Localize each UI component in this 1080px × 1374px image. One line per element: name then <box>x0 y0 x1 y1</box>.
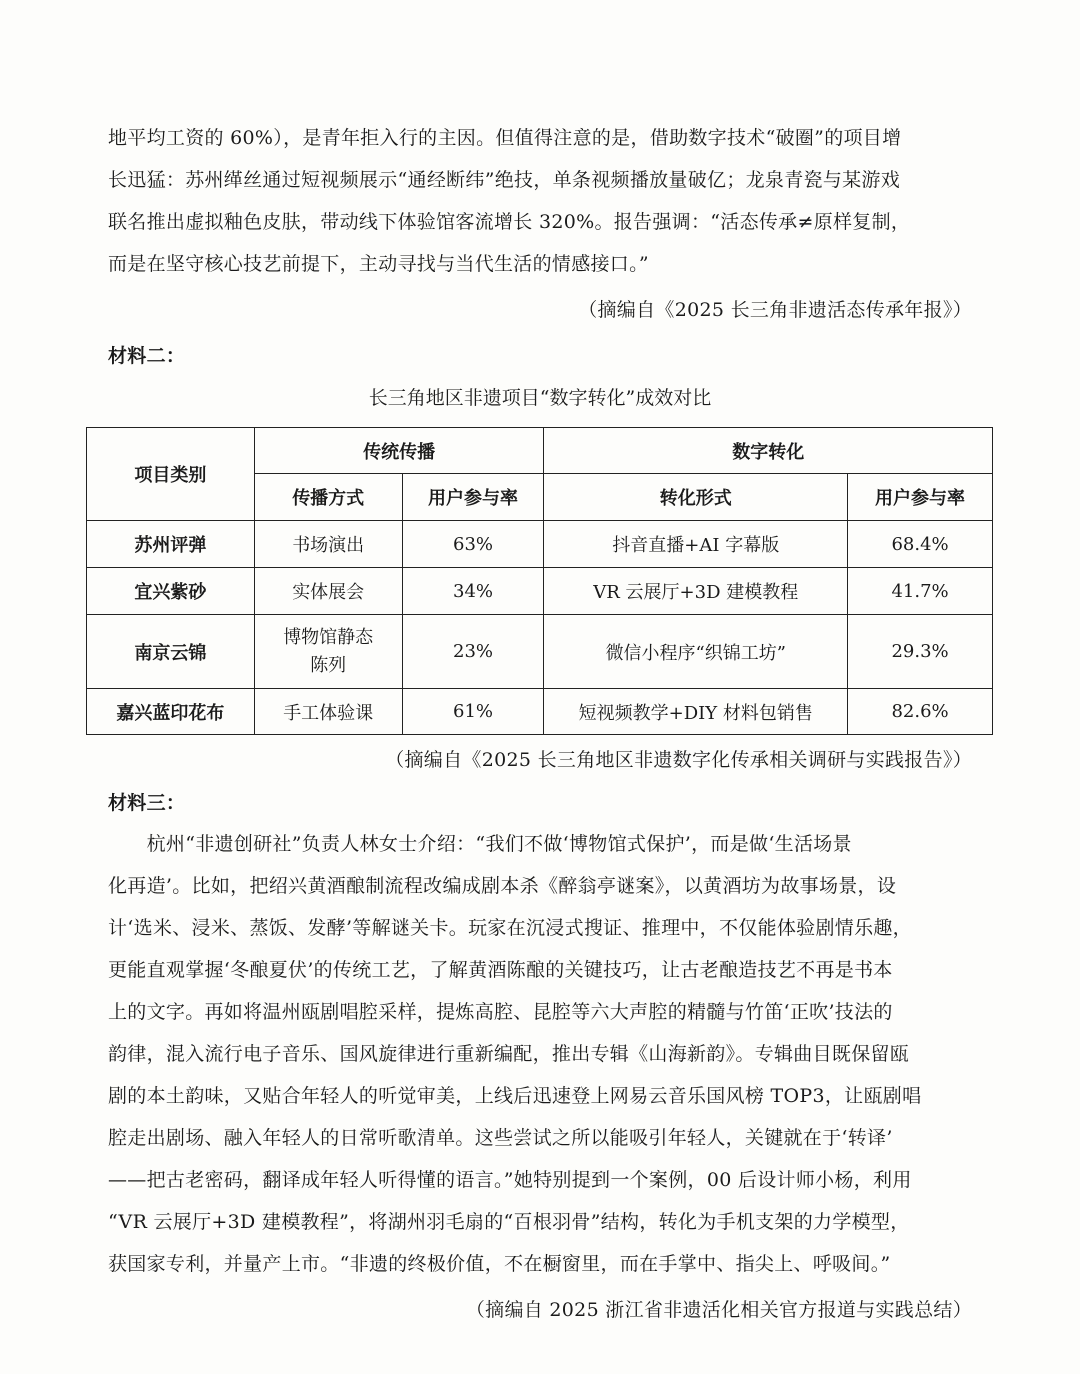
row-form: 短视频教学+DIY 材料包销售 <box>544 689 848 735</box>
m3-line-6: 韵律，混入流行电子音乐、国风旋律进行重新编配，推出专辑《山海新韵》。专辑曲目既保留瓯 <box>108 1043 910 1065</box>
row-trad-rate: 23% <box>402 615 544 689</box>
m3-line-7: 剧的本土韵味，又贴合年轻人的听觉审美，上线后迅速登上网易云音乐国风榜 TOP3，让瓯剧唱 <box>108 1085 922 1107</box>
row-method: 书场演出 <box>254 521 402 568</box>
comparison-table <box>86 427 993 735</box>
row-dig-rate: 41.7% <box>848 568 993 615</box>
row-form: 抖音直播+AI 字幕版 <box>544 521 848 568</box>
table-title: 长三角地区非遗项目“数字转化”成效对比 <box>368 387 712 409</box>
table-row <box>87 521 993 568</box>
row-form: VR 云展厅+3D 建模教程 <box>544 568 848 615</box>
row-dig-rate: 29.3% <box>848 615 993 689</box>
row-method: 实体展会 <box>254 568 402 615</box>
table-row <box>87 568 993 615</box>
m3-line-10: “VR 云展厅+3D 建模教程”，将湖州羽毛扇的“百根羽骨”结构，转化为手机支架的力学模型， <box>108 1211 910 1233</box>
row-dig-rate: 68.4% <box>848 521 993 568</box>
row-trad-rate: 61% <box>402 689 544 735</box>
m3-line-8: 腔走出剧场、融入年轻人的日常听歌清单。这些尝试之所以能吸引年轻人，关键就在于‘转译’ <box>108 1127 893 1149</box>
table-row <box>87 615 993 689</box>
m1-line-4: 而是在坚守核心技艺前提下，主动寻找与当代生活的情感接口。” <box>108 253 649 275</box>
header-trad-method: 传播方式 <box>254 474 402 521</box>
m3-heading: 材料三： <box>108 792 186 814</box>
m3-line-4: 更能直观掌握‘冬酿夏伏’的传统工艺，了解黄酒陈酿的关键技巧，让古老酿造技艺不再是书本 <box>108 959 893 981</box>
row-trad-rate: 63% <box>402 521 544 568</box>
row-dig-rate: 82.6% <box>848 689 993 735</box>
row-method: 博物馆静态 陈列 <box>254 615 402 689</box>
m2-source: （摘编自《2025 长三角地区非遗数字化传承相关调研与实践报告》） <box>385 749 972 771</box>
row-name: 苏州评弹 <box>87 521 255 568</box>
row-name: 宜兴紫砂 <box>87 568 255 615</box>
m3-line-11: 获国家专利，并量产上市。“非遗的终极价值，不在橱窗里，而在手掌中、指尖上、呼吸间。” <box>108 1253 891 1275</box>
m3-line-2: 化再造’。比如，把绍兴黄酒酿制流程改编成剧本杀《醉翁亭谜案》，以黄酒坊为故事场景，设 <box>108 875 897 897</box>
header-category: 项目类别 <box>87 428 255 521</box>
row-form: 微信小程序“织锦工坊” <box>544 615 848 689</box>
header-digital: 数字转化 <box>544 428 993 474</box>
header-dig-rate: 用户参与率 <box>848 474 993 521</box>
m3-line-9: ——把古老密码，翻译成年轻人听得懂的语言。”她特别提到一个案例，00 后设计师小杨，利用 <box>108 1169 912 1191</box>
row-trad-rate: 34% <box>402 568 544 615</box>
m3-line-1: 杭州“非遗创研社”负责人林女士介绍：“我们不做‘博物馆式保护’，而是做‘生活场景 <box>108 833 852 855</box>
m1-line-2: 长迅猛：苏州缂丝通过短视频展示“通经断纬”绝技，单条视频播放量破亿；龙泉青瓷与某游戏 <box>108 169 901 191</box>
header-traditional: 传统传播 <box>254 428 544 474</box>
header-dig-form: 转化形式 <box>544 474 848 521</box>
m1-line-3: 联名推出虚拟釉色皮肤，带动线下体验馆客流增长 320%。报告强调：“活态传承≠原样复制， <box>108 211 911 233</box>
row-name: 嘉兴蓝印花布 <box>87 689 255 735</box>
header-trad-rate: 用户参与率 <box>402 474 544 521</box>
table-row <box>87 689 993 735</box>
m3-source: （摘编自 2025 浙江省非遗活化相关官方报道与实践总结） <box>465 1299 972 1321</box>
row-name: 南京云锦 <box>87 615 255 689</box>
m2-heading: 材料二： <box>108 345 186 367</box>
m3-line-5: 上的文字。再如将温州瓯剧唱腔采样，提炼高腔、昆腔等六大声腔的精髓与竹笛‘正吹’技法的 <box>108 1001 893 1023</box>
row-method: 手工体验课 <box>254 689 402 735</box>
m1-line-1: 地平均工资的 60%），是青年拒入行的主因。但值得注意的是，借助数字技术“破圈”的项目增 <box>108 127 902 149</box>
m1-source: （摘编自《2025 长三角非遗活态传承年报》） <box>578 299 972 321</box>
m3-line-3: 计‘选米、浸米、蒸饭、发酵’等解谜关卡。玩家在沉浸式搜证、推理中，不仅能体验剧情乐趣， <box>108 917 912 939</box>
